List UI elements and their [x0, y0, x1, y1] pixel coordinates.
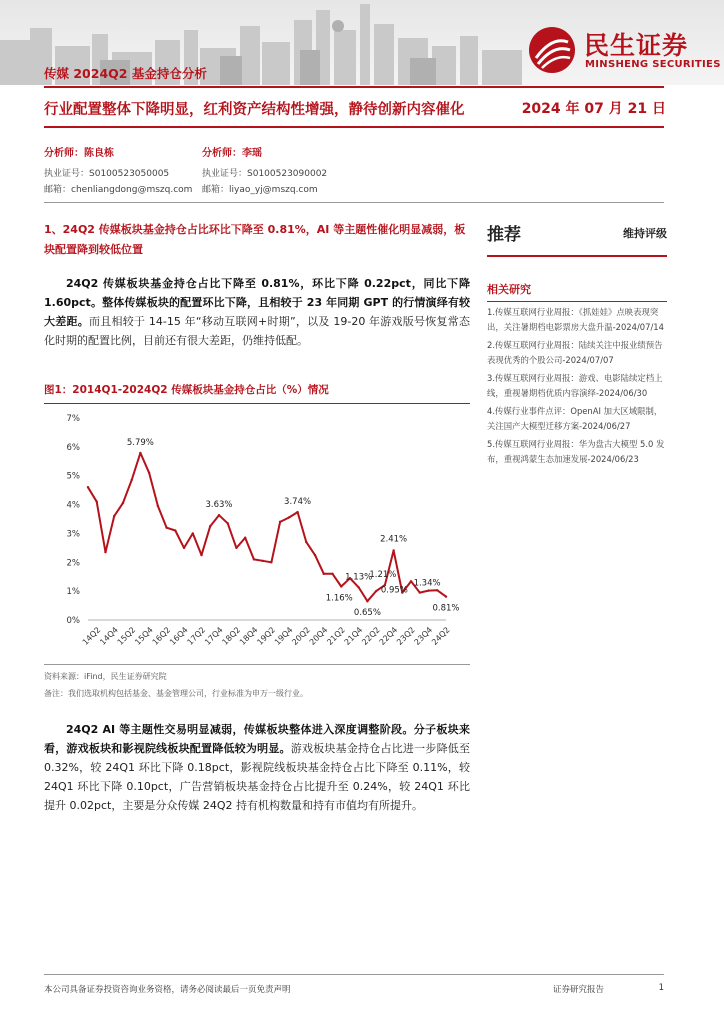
figure-source: 资料来源：iFind，民生证券研究院	[44, 672, 167, 681]
analyst-card	[44, 146, 192, 198]
data-point	[279, 521, 281, 523]
data-point	[427, 589, 429, 591]
x-tick-label: 14Q4	[98, 625, 120, 647]
data-point	[314, 554, 316, 556]
data-point	[288, 516, 290, 518]
data-point	[392, 549, 394, 551]
data-point	[323, 573, 325, 575]
x-tick-label: 17Q4	[203, 625, 225, 647]
data-point	[357, 586, 359, 588]
x-tick-label: 19Q2	[255, 625, 278, 647]
data-point	[148, 472, 150, 474]
data-point	[375, 590, 377, 592]
section2-paragraph	[44, 720, 470, 815]
related-report-link[interactable]: 5.传媒互联网行业周报：华为盘古大模型 5.0 发布，重视鸿蒙生态加速发展-2024/06/23	[487, 438, 665, 464]
data-point	[218, 514, 220, 516]
data-point	[244, 537, 246, 539]
y-tick-label: 2%	[66, 558, 80, 569]
section1-paragraph	[44, 274, 470, 350]
data-point	[366, 600, 368, 602]
data-label: 5.79%	[126, 437, 154, 448]
data-point	[227, 522, 229, 524]
analyst-card	[202, 146, 327, 198]
data-label: 0.81%	[432, 603, 460, 614]
footer-disclaimer: 本公司具备证券投资咨询业务资格，请务必阅读最后一页免责声明	[44, 985, 291, 995]
main-column	[44, 220, 470, 350]
report-headline: 行业配置整体下降明显，红利资产结构性增强，静待创新内容催化	[44, 102, 465, 118]
data-label: 2.41%	[380, 534, 408, 545]
logo-text-cn: 民生证券	[584, 31, 689, 60]
figure-remark: 备注：我们选取机构包括基金、基金管理公司，行业标准为申万一级行业。	[44, 689, 308, 698]
y-tick-label: 4%	[66, 500, 80, 511]
x-tick-label: 17Q2	[185, 625, 208, 647]
data-point	[122, 502, 124, 504]
data-label: 0.95%	[380, 585, 408, 596]
data-point	[113, 515, 115, 517]
logo-text-en: MINSHENG SECURITIES	[585, 59, 721, 70]
data-point	[139, 452, 141, 454]
footer-report-type: 证券研究报告	[552, 985, 604, 995]
analyst-email[interactable]: 邮箱：chenliangdong@mszq.com	[44, 185, 193, 195]
data-point	[200, 554, 202, 556]
rating-label: 维持评级	[623, 227, 667, 240]
data-label: 1.34%	[413, 578, 441, 589]
data-point	[96, 500, 98, 502]
x-tick-label: 15Q4	[133, 625, 155, 647]
page-footer	[44, 974, 664, 995]
y-tick-label: 3%	[66, 529, 80, 540]
analyst-block	[44, 146, 664, 198]
page-number: 1	[658, 983, 664, 993]
x-tick-label: 19Q4	[272, 625, 295, 647]
data-label: 1.16%	[325, 593, 353, 604]
data-point	[104, 551, 106, 553]
data-point	[261, 560, 263, 562]
holding-ratio-line-chart	[44, 402, 470, 660]
banner-divider	[44, 86, 664, 88]
data-point	[270, 561, 272, 563]
logo-emblem-icon	[526, 24, 578, 76]
related-report-link[interactable]: 4.传媒行业事件点评：OpenAI 加大区域限制，关注国产大模型迁移方案-2024/06/27	[487, 405, 663, 431]
related-report-link[interactable]: 3.传媒互联网行业周报：游戏、电影陆续定档上线，重视暑期档优质内容演绎-2024/06/30	[487, 372, 663, 398]
figure-title: 图1：2014Q1-2024Q2 传媒板块基金持仓占比（%）情况	[44, 382, 470, 404]
related-research-title: 相关研究	[487, 281, 667, 302]
data-point	[87, 486, 89, 488]
section-heading: 1、24Q2 传媒板块基金持仓占比环比下降至 0.81%，AI 等主题性催化明显减弱，板块配置降到较低位置	[44, 223, 466, 256]
data-point	[235, 547, 237, 549]
data-label: 3.74%	[284, 497, 312, 508]
data-point	[253, 558, 255, 560]
x-tick-label: 21Q2	[325, 625, 347, 647]
minsheng-logo	[526, 24, 721, 78]
analyst-name: 分析师：陈良栋	[44, 148, 114, 159]
data-point	[209, 525, 211, 527]
data-point	[130, 479, 132, 481]
figure-notes	[44, 664, 470, 702]
data-point	[296, 511, 298, 513]
main-column-lower	[44, 720, 470, 815]
paragraph-bold-lead: 24Q2 传媒板块基金持仓占比下降至 0.81%，环比下降 0.22pct，同比下降 1.60pct。整体传媒板块的配置环比下降，且相较于 23 年同期 GPT 的行情演绎有较大差距。	[44, 277, 470, 328]
data-point	[331, 573, 333, 575]
analyst-email[interactable]: 邮箱：liyao_yj@mszq.com	[202, 185, 318, 195]
x-tick-label: 16Q2	[150, 625, 173, 647]
headline-divider	[44, 126, 664, 128]
related-report-link[interactable]: 2.传媒互联网行业周报：陆续关注中报业绩预告表现优秀的个股公司-2024/07/07	[487, 339, 663, 365]
x-tick-label: 21Q4	[342, 625, 365, 647]
x-tick-label: 22Q2	[360, 625, 382, 647]
paragraph-body: 而且相较于 14-15 年“移动互联网+时期”，以及 19-20 年游戏版号恢复常态化时期的配置比例，目前还有很大差距，仍维持低配。	[44, 315, 470, 347]
data-label: 0.65%	[353, 608, 381, 619]
y-tick-label: 5%	[66, 471, 80, 482]
sidebar-divider	[487, 255, 667, 257]
x-tick-label: 23Q2	[395, 625, 417, 647]
x-tick-label: 22Q4	[377, 625, 400, 647]
analyst-name: 分析师：李瑶	[202, 148, 262, 159]
sidebar	[487, 220, 667, 467]
paragraph-body: 游戏板块基金持仓占比进一步降低至 0.32%，较 24Q1 环比下降 0.18pct，影视院线板块基金持仓占比下降至 0.11%，较 24Q1 环比下降 0.10pct，广告营销板块基金持仓占比提升至 0.24%，较 24Q1 环比提升 0.02pct，主要是分众传媒 24Q2 持有机构数量和持有市值均有所提升。	[44, 742, 471, 812]
data-point	[192, 532, 194, 534]
x-tick-label: 18Q4	[237, 625, 260, 647]
data-point	[436, 589, 438, 591]
analyst-cert: 执业证号：S0100523090002	[202, 169, 328, 179]
data-label: 1.21%	[369, 570, 397, 581]
x-tick-label: 18Q2	[220, 625, 243, 647]
data-point	[157, 505, 159, 507]
report-date: 2024 年 07 月 21 日	[521, 101, 666, 117]
data-point	[174, 529, 176, 531]
x-tick-label: 24Q2	[430, 625, 452, 647]
data-point	[445, 595, 447, 597]
data-point	[305, 541, 307, 543]
x-tick-label: 23Q4	[412, 625, 435, 647]
x-tick-label: 15Q2	[115, 625, 138, 647]
data-point	[183, 547, 185, 549]
data-label: 1.13%	[345, 572, 373, 583]
data-label: 3.63%	[205, 500, 233, 511]
analyst-divider	[44, 202, 664, 203]
data-point	[165, 526, 167, 528]
data-point	[340, 585, 342, 587]
x-tick-label: 20Q2	[290, 625, 312, 647]
y-tick-label: 6%	[66, 442, 80, 453]
y-tick-label: 0%	[66, 616, 80, 626]
data-point	[419, 591, 421, 593]
x-tick-label: 20Q4	[307, 625, 330, 647]
report-subtitle: 传媒 2024Q2 基金持仓分析	[44, 66, 207, 81]
analyst-cert: 执业证号：S0100523050005	[44, 169, 170, 179]
y-tick-label: 7%	[66, 414, 80, 424]
recommendation-label: 推荐	[487, 225, 521, 245]
x-tick-label: 14Q2	[80, 625, 103, 647]
y-tick-label: 1%	[66, 587, 80, 598]
x-tick-label: 16Q4	[168, 625, 190, 647]
paragraph-bold-lead: 24Q2 AI 等主题性交易明显减弱，传媒板块整体进入深度调整阶段。分子板块来看，游戏板块和影视院线板块配置降低较为明显。	[44, 723, 470, 755]
related-report-link[interactable]: 1.传媒互联网行业周报：《抓娃娃》点映表现突出，关注暑期档电影票房大盘升温-2024/07/14	[487, 306, 664, 332]
data-point	[410, 580, 412, 582]
